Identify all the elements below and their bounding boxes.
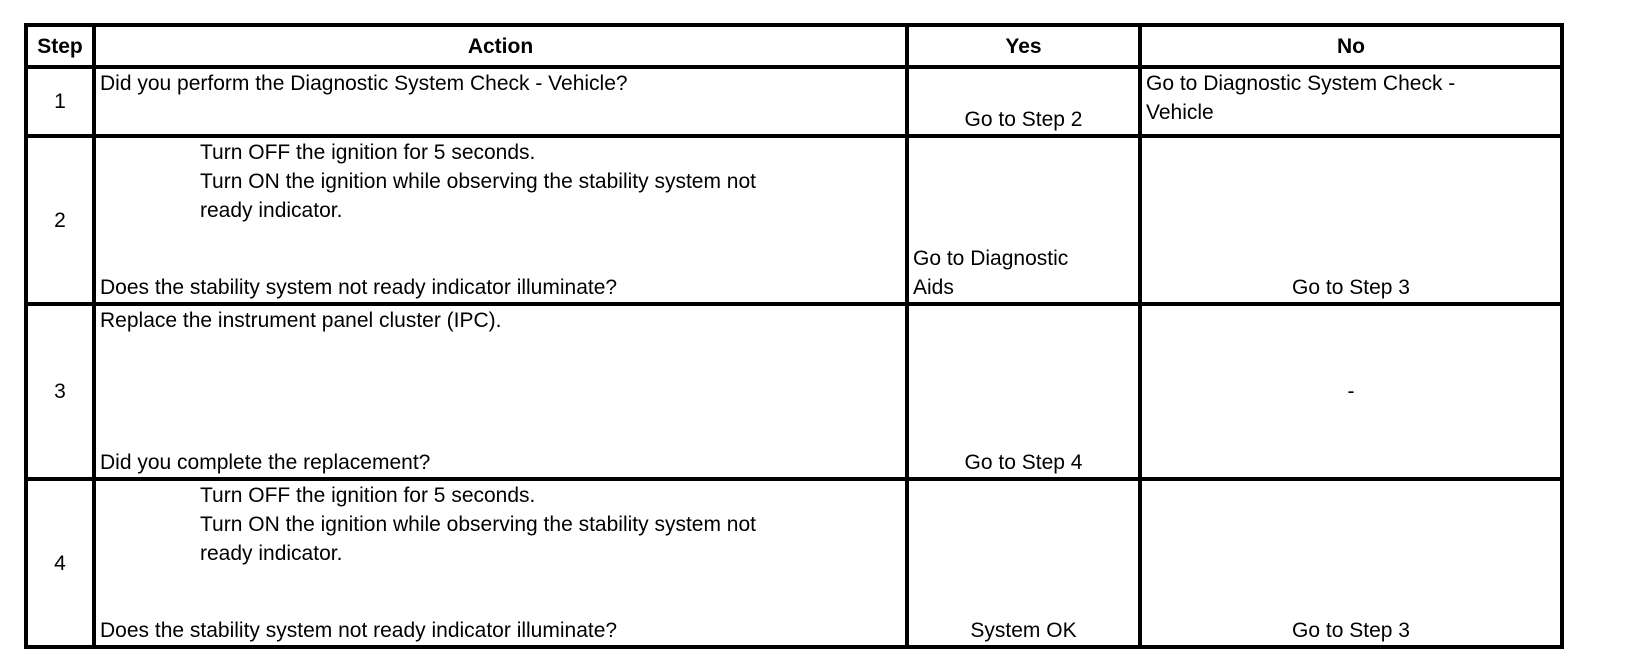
step-number: 4	[26, 479, 94, 647]
header-yes: Yes	[907, 25, 1140, 67]
table-row	[26, 67, 1562, 136]
header-action: Action	[94, 25, 907, 67]
header-step: Step	[26, 25, 94, 67]
yes-cell	[907, 136, 1140, 304]
no-value: -	[1347, 380, 1355, 404]
instruction-line: ready indicator.	[200, 542, 343, 566]
instruction-line: Turn ON the ignition while observing the stability system not	[200, 513, 756, 537]
no-link-line[interactable]: Vehicle	[1146, 101, 1214, 124]
yes-cell	[907, 304, 1140, 479]
action-content	[100, 481, 901, 645]
yes-link[interactable]: Go to Step 2	[964, 108, 1083, 132]
instruction-line: Turn OFF the ignition for 5 seconds.	[200, 484, 536, 508]
table-header-row	[26, 25, 1562, 67]
table-row	[26, 479, 1562, 647]
step-number: 2	[26, 136, 94, 304]
instruction-list	[100, 138, 901, 225]
action-question: Does the stability system not ready indicator illuminate?	[100, 619, 618, 642]
table-row	[26, 304, 1562, 479]
yes-link-line[interactable]: Go to Diagnostic	[913, 247, 1069, 271]
step-number: 3	[26, 304, 94, 479]
no-link[interactable]: Go to Step 3	[1292, 619, 1410, 642]
action-question: Did you perform the Diagnostic System Check - Vehicle?	[100, 72, 628, 95]
action-content	[100, 306, 901, 477]
table-row	[26, 136, 1562, 304]
instruction-list	[100, 481, 901, 568]
header-no: No	[1140, 25, 1562, 67]
yes-value: System OK	[970, 619, 1077, 642]
action-cell	[94, 304, 907, 479]
no-link-line[interactable]: Go to Diagnostic System Check -	[1146, 72, 1456, 95]
yes-link-line[interactable]: Aids	[913, 276, 954, 300]
no-link[interactable]: Go to Step 3	[1292, 276, 1410, 300]
instruction-line: ready indicator.	[200, 199, 343, 223]
yes-cell	[907, 479, 1140, 647]
action-cell	[94, 136, 907, 304]
no-cell	[1140, 479, 1562, 647]
action-content	[100, 138, 901, 302]
no-cell	[1140, 136, 1562, 304]
action-question: Did you complete the replacement?	[100, 451, 431, 475]
no-cell	[1140, 67, 1562, 136]
yes-cell	[907, 67, 1140, 136]
instruction-line: Turn ON the ignition while observing the stability system not	[200, 170, 756, 194]
instruction-line: Turn OFF the ignition for 5 seconds.	[200, 141, 536, 165]
action-question: Does the stability system not ready indicator illuminate?	[100, 276, 618, 300]
diagnostic-table	[24, 23, 1564, 649]
no-cell	[1140, 304, 1562, 479]
action-cell	[94, 479, 907, 647]
step-number: 1	[26, 67, 94, 136]
yes-link[interactable]: Go to Step 4	[964, 451, 1083, 475]
action-instruction: Replace the instrument panel cluster (IPC).	[100, 309, 502, 333]
action-cell	[94, 67, 907, 136]
